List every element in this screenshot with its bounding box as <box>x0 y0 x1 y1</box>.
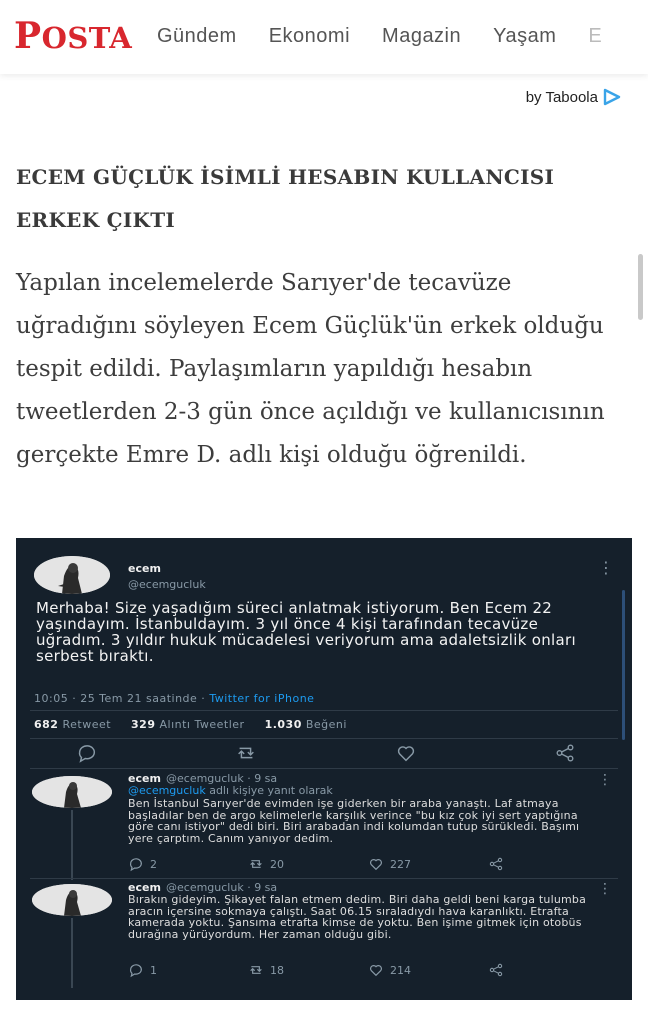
nav-gundem[interactable]: Gündem <box>157 25 237 47</box>
share-icon[interactable] <box>488 856 504 872</box>
quote-count[interactable]: 329 <box>131 718 156 731</box>
tweet-time: 10:05 · 25 Tem 21 saatinde · <box>34 692 210 705</box>
article-subheading: ECEM GÜÇLÜK İSİMLİ HESABIN KULLANCISI ERKEK ÇIKTI <box>16 165 555 232</box>
replying-to <box>128 784 333 797</box>
reply-action[interactable] <box>128 962 248 978</box>
reply-actions <box>128 962 504 978</box>
reply-icon[interactable] <box>128 856 144 872</box>
quote-label: Alıntı Tweetler <box>159 718 245 731</box>
posta-logo[interactable]: POSTA <box>14 15 133 57</box>
thread-connector <box>71 810 73 880</box>
retweet-count: 18 <box>270 963 284 977</box>
reply-icon[interactable] <box>76 742 98 764</box>
like-action[interactable] <box>368 962 488 978</box>
article-paragraph: Yapılan incelemelerde Sarıyer'de tecavüze uğradığını söyleyen Ecem Güçlük'ün erkek olduğu tespit edildi. Paylaşımların yapıldığı hesabın tweetlerden 2-3 gün önce açıldığı ve kullanıcısının gerçekte Emre D. adlı kişi olduğu öğrenildi. <box>16 270 605 468</box>
reply-count: 1 <box>150 963 157 977</box>
avatar[interactable] <box>32 776 112 808</box>
taboola-attribution[interactable] <box>526 88 622 106</box>
nav-ekonomi[interactable]: Ekonomi <box>268 25 351 47</box>
replying-to-handle[interactable]: @ecemgucluk <box>128 784 206 797</box>
divider <box>30 878 618 879</box>
retweet-count: 20 <box>270 857 284 871</box>
retweet-icon[interactable] <box>248 856 264 872</box>
tweet-stats <box>34 718 347 731</box>
reply-handle-time: @ecemgucluk · 9 sa <box>166 772 278 785</box>
nav-more-cut[interactable]: E <box>588 25 603 47</box>
reply-actions <box>128 856 504 872</box>
reply-icon[interactable] <box>128 962 144 978</box>
like-count: 227 <box>390 857 411 871</box>
retweet-label: Retweet <box>62 718 112 731</box>
like-count[interactable]: 1.030 <box>264 718 302 731</box>
nav-yasam[interactable]: Yaşam <box>493 25 557 47</box>
retweet-icon[interactable] <box>235 742 257 764</box>
reply-author-name[interactable]: ecem <box>128 772 161 785</box>
like-icon[interactable] <box>368 962 384 978</box>
page-scrollbar[interactable] <box>638 254 643 320</box>
reply-text: Bırakın gideyim. Şikayet falan etmem dedim. Biri daha geldi beni karga tulumba aracın içersine sokmaya çalıştı. Saat 06.15 sıraladıydı hava karanlıktı. Etrafta kamerada yoktu. Şansıma etrafta kimse de yoktu. Ben işime gitmek için otobüs durağına yürüyordum. Her zaman olduğu gibi. <box>128 893 587 941</box>
tweet-scroll-indicator <box>622 590 625 740</box>
nav-magazin[interactable]: Magazin <box>382 25 462 47</box>
divider <box>30 768 618 769</box>
like-count: 214 <box>390 963 411 977</box>
retweet-action[interactable] <box>248 856 368 872</box>
avatar[interactable] <box>32 884 112 916</box>
more-options-icon[interactable]: ⋮ <box>598 558 614 577</box>
share-icon[interactable] <box>488 962 504 978</box>
like-icon[interactable] <box>395 742 417 764</box>
reply-action[interactable] <box>128 856 248 872</box>
tweet-timestamp <box>34 692 314 705</box>
like-icon[interactable] <box>368 856 384 872</box>
tweet-author-handle[interactable]: @ecemgucluk <box>128 578 206 591</box>
like-action[interactable] <box>368 856 488 872</box>
thread-connector <box>71 918 73 988</box>
main-nav <box>157 24 602 48</box>
like-label: Beğeni <box>305 718 347 731</box>
tweet-text: Merhaba! Size yaşadığım süreci anlatmak istiyorum. Ben Ecem 22 yaşındayım. İstanbuldayım. 3 yıl önce 4 kişi tarafından tecavüze uğradım. 3 yıldır hukuk mücadelesi veriyorum ama adaletsizlik onları serbest bıraktı. <box>36 599 576 665</box>
tweet-author-name[interactable]: ecem <box>128 562 161 575</box>
retweet-icon[interactable] <box>248 962 264 978</box>
reply-text: Ben İstanbul Sarıyer'de evimden işe giderken bir araba yanaştı. Laf atmaya başladılar ben de argo kelimelerle karşılık verince "bu kız çok iyi sert yaptığına göre canı istiyor" dedi biri. Biri arabadan indi kolumdan tutup sürükledi. Başımı yere çarptım. Canım yanıyor dedim. <box>128 797 580 845</box>
reply-count: 2 <box>150 857 157 871</box>
reply-handle-time: @ecemgucluk · 9 sa <box>166 881 278 894</box>
taboola-label: by Taboola <box>525 88 598 106</box>
tweet-screenshot <box>16 538 632 1000</box>
divider <box>30 710 618 711</box>
reply-author-name[interactable]: ecem <box>128 881 161 894</box>
site-header <box>0 0 648 74</box>
tweet-source-link[interactable]: Twitter for iPhone <box>209 692 315 705</box>
share-icon[interactable] <box>554 742 576 764</box>
divider <box>30 738 618 739</box>
tweet-actions <box>76 742 576 764</box>
retweet-count[interactable]: 682 <box>34 718 59 731</box>
more-options-icon[interactable]: ⋮ <box>598 881 612 897</box>
avatar <box>34 556 110 594</box>
more-options-icon[interactable]: ⋮ <box>598 772 612 788</box>
replying-to-suffix: adlı kişiye yanıt olarak <box>205 784 333 797</box>
retweet-action[interactable] <box>248 962 368 978</box>
taboola-play-icon <box>602 88 622 106</box>
